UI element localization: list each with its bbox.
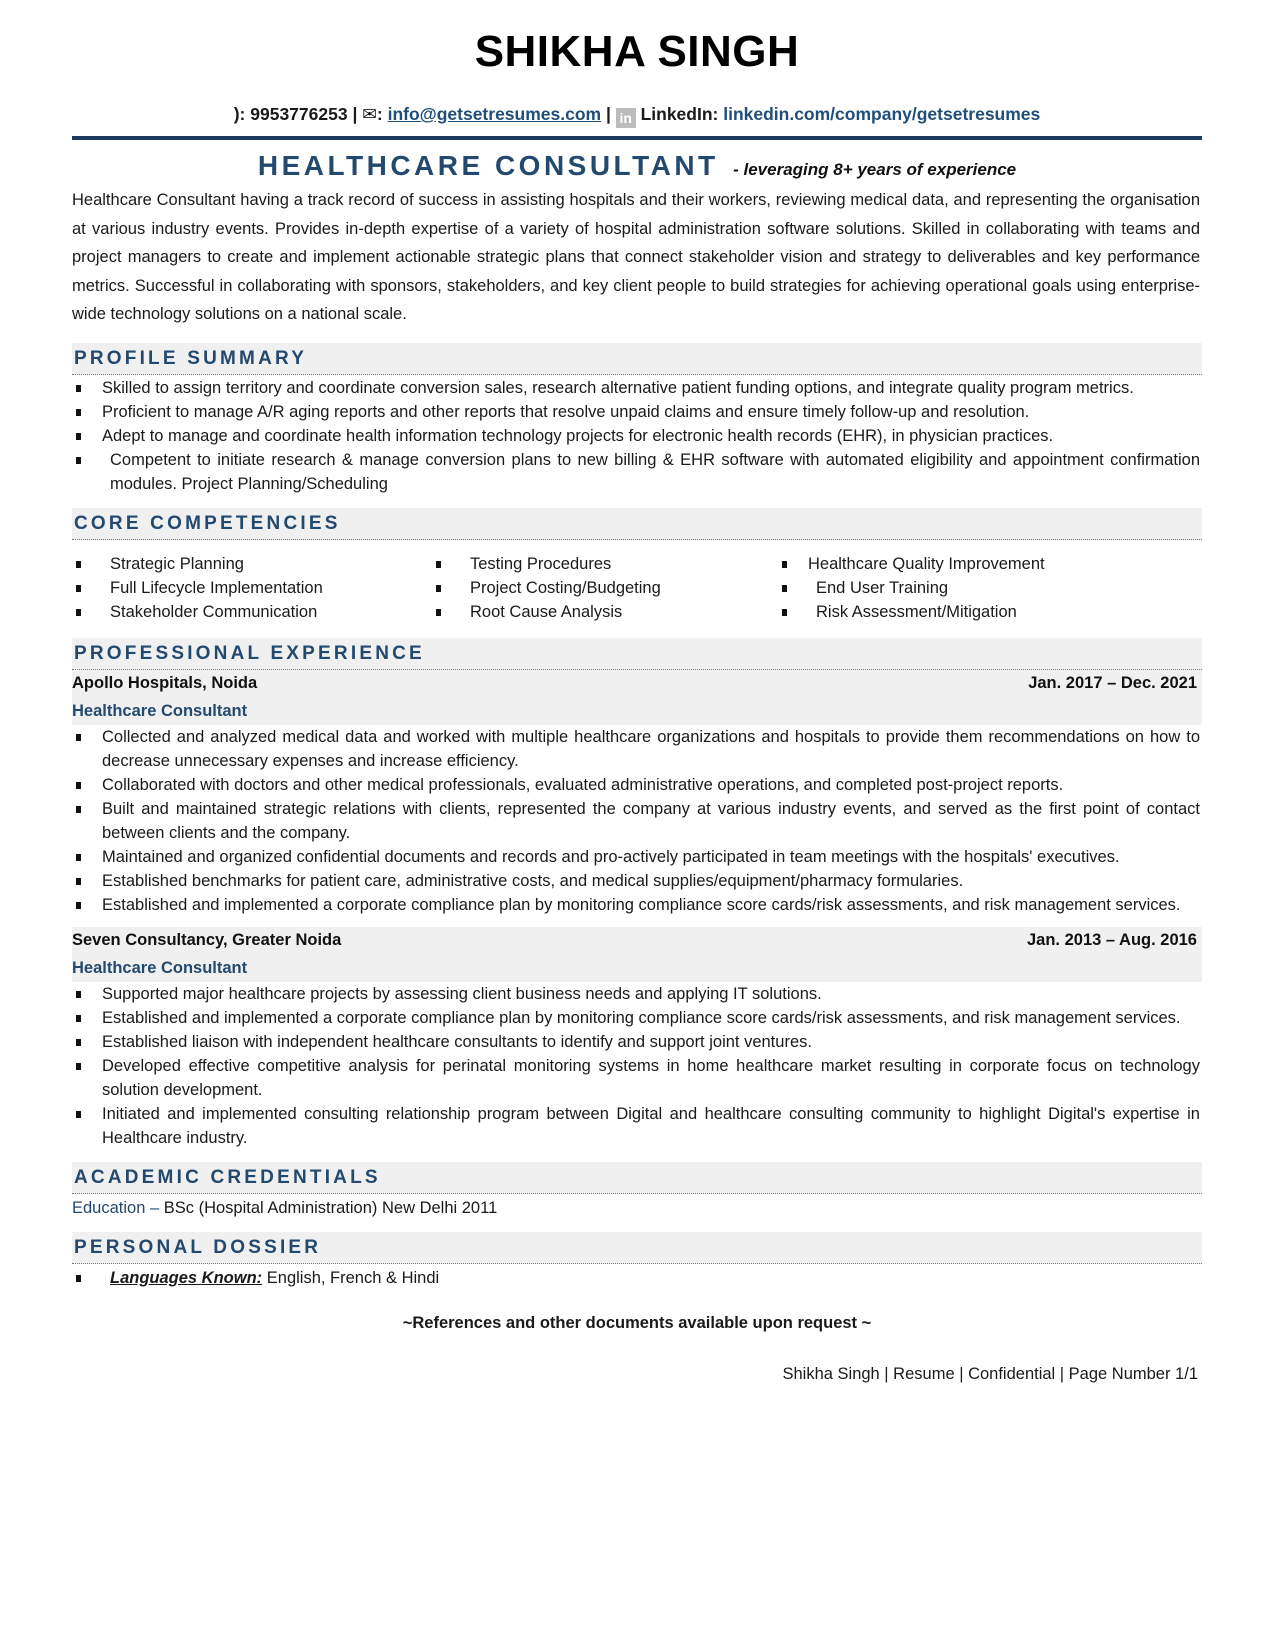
phone-prefix: ): [233,104,251,124]
bullet-icon [76,609,81,616]
bullet-icon [436,585,441,592]
section-heading-core-competencies: CORE COMPETENCIES [72,508,1202,540]
summary-paragraph: Healthcare Consultant having a track record of success in assisting hospitals and their workers, reviewing medical data, and representing the organisation at various industry events. Provides in-depth expertise of a variety of hospital administration software solutions. Skilled in collaborating with teams and project managers to create and implement actionable strategic plans that connect stakeholder vision and strategy to deliverables and key performance metrics. Successful in collaborating with sponsors, stakeholders, and key client people to build strategies for achieving operational goals using enterprise-wide technology solutions on a national scale. [72,191,1200,323]
linkedin-icon: in [616,108,636,128]
education-entry [72,1194,1202,1222]
list-item [72,1266,1202,1290]
separator: | [347,104,363,124]
section-heading-profile-summary: PROFILE SUMMARY [72,343,1202,375]
competencies-column [436,552,782,624]
competencies-grid [76,552,1202,624]
bullet-icon [76,878,81,885]
bullet-icon [782,561,787,568]
resume-page [72,0,1202,1384]
list-item: Supported major healthcare projects by assessing client business needs and applying IT solutions. [72,982,1202,1006]
job-header [72,670,1202,725]
competency-item: Root Cause Analysis [436,600,782,624]
experience-tagline: - leveraging 8+ years of experience [733,160,1017,179]
bullet-icon [76,1063,81,1070]
company-name: Apollo Hospitals, Noida [72,673,258,692]
page-footer: Shikha Singh | Resume | Confidential | Page Number 1/1 [782,1364,1198,1383]
profile-summary-list [72,376,1202,496]
job-dates: Jan. 2017 – Dec. 2021 [1028,673,1197,692]
bullet-icon [782,585,787,592]
job-role: Healthcare Consultant [72,958,248,977]
bullet-icon [76,1275,81,1282]
bullet-icon [76,561,81,568]
linkedin-label: LinkedIn: [635,104,724,124]
list-item: Established benchmarks for patient care, administrative costs, and medical supplies/equipment/pharmacy formularies. [72,869,1202,893]
bullet-icon [76,585,81,592]
bullet-icon [76,854,81,861]
job-dates: Jan. 2013 – Aug. 2016 [1027,930,1197,949]
competency-item: Full Lifecycle Implementation [76,576,436,600]
bullet-icon [76,1111,81,1118]
email-prefix: : [376,104,388,124]
list-item: Established and implemented a corporate compliance plan by monitoring compliance score cards/risk assessments, and risk management services. [72,1006,1202,1030]
separator: | [601,104,616,124]
job-header [72,927,1202,982]
section-heading-professional-experience: PROFESSIONAL EXPERIENCE [72,638,1202,670]
section-heading-personal-dossier: PERSONAL DOSSIER [72,1232,1202,1264]
bullet-icon [782,609,787,616]
job-title: HEALTHCARE CONSULTANT [257,150,719,181]
education-label: Education – [72,1198,164,1217]
bullet-icon [436,561,441,568]
languages-value: English, French & Hindi [262,1268,440,1287]
competencies-column [782,552,1162,624]
list-item: Initiated and implemented consulting relationship program between Digital and healthcare consulting community to highlight Digital's expertise in Healthcare industry. [72,1102,1202,1150]
header-divider [72,136,1202,140]
competency-item: Healthcare Quality Improvement [782,552,1162,576]
personal-list [72,1266,1202,1290]
references-note: ~References and other documents available upon request ~ [402,1313,872,1332]
list-item: Built and maintained strategic relations with clients, represented the company at various industry events, and served as the first point of contact between clients and the company. [72,797,1202,845]
bullet-icon [76,734,81,741]
bullet-icon [76,409,81,416]
education-value: BSc (Hospital Administration) New Delhi 2011 [163,1198,498,1217]
job-bullets [72,982,1202,1150]
bullet-icon [76,902,81,909]
competency-item: Risk Assessment/Mitigation [782,600,1162,624]
competency-item: Stakeholder Communication [76,600,436,624]
envelope-icon: ✉ [362,104,377,124]
list-item: Established and implemented a corporate compliance plan by monitoring compliance score cards/risk assessments, and risk management services. [72,893,1202,917]
email-link[interactable]: info@getsetresumes.com [387,104,602,124]
list-item: Skilled to assign territory and coordinate conversion sales, research alternative patient funding options, and integrate quality program metrics. [72,376,1202,400]
list-item: Collected and analyzed medical data and worked with multiple healthcare organizations and hospitals to provide them recommendations on how to decrease unnecessary expenses and increase efficiency. [72,725,1202,773]
job-bullets [72,725,1202,917]
competency-item: Testing Procedures [436,552,782,576]
competencies-column [76,552,436,624]
job-role: Healthcare Consultant [72,701,248,720]
competency-item: Strategic Planning [76,552,436,576]
competency-item: End User Training [782,576,1162,600]
list-item: Developed effective competitive analysis for perinatal monitoring systems in home healthcare market resulting in corporate focus on technology solution development. [72,1054,1202,1102]
list-item: Adept to manage and coordinate health information technology projects for electronic health records (EHR), in physician practices. [72,424,1202,448]
phone-number[interactable]: 9953776253 [250,104,348,124]
headline [72,148,1202,184]
company-name: Seven Consultancy, Greater Noida [72,930,342,949]
candidate-name: SHIKHA SINGH [474,27,800,76]
contact-line [72,102,1202,126]
list-item: Maintained and organized confidential documents and records and pro-actively participated in team meetings with the hospitals' executives. [72,845,1202,869]
bullet-icon [76,433,81,440]
bullet-icon [436,609,441,616]
bullet-icon [76,782,81,789]
section-heading-academic-credentials: ACADEMIC CREDENTIALS [72,1162,1202,1194]
bullet-icon [76,457,81,464]
list-item: Competent to initiate research & manage conversion plans to new billing & EHR software with automated eligibility and appointment confirmation modules. Project Planning/Scheduling [72,448,1202,496]
competency-item: Project Costing/Budgeting [436,576,782,600]
bullet-icon [76,1039,81,1046]
languages-label: Languages Known: [110,1268,263,1287]
bullet-icon [76,806,81,813]
list-item: Collaborated with doctors and other medical professionals, evaluated administrative operations, and completed post-project reports. [72,773,1202,797]
bullet-icon [76,991,81,998]
linkedin-link[interactable]: linkedin.com/company/getsetresumes [723,104,1041,124]
bullet-icon [76,385,81,392]
bullet-icon [76,1015,81,1022]
list-item: Established liaison with independent healthcare consultants to identify and support joint ventures. [72,1030,1202,1054]
list-item: Proficient to manage A/R aging reports and other reports that resolve unpaid claims and ensure timely follow-up and resolution. [72,400,1202,424]
